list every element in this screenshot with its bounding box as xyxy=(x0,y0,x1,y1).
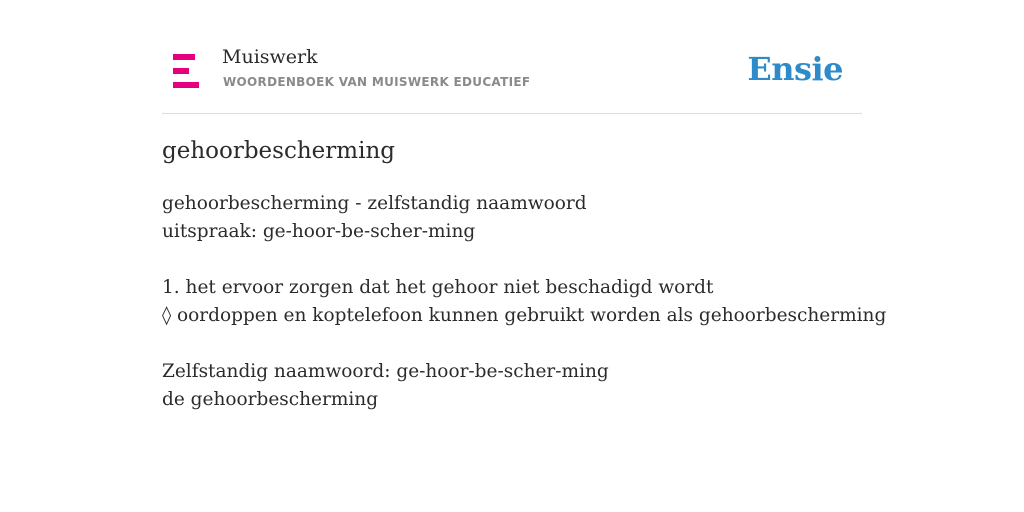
entry-content xyxy=(162,190,887,414)
publisher-name[interactable]: Muiswerk xyxy=(222,46,318,68)
pronunciation-line: uitspraak: ge-hoor-be-scher-ming xyxy=(162,221,476,242)
definition-line: 1. het ervoor zorgen dat het gehoor niet beschadigd wordt xyxy=(162,277,714,298)
muiswerk-logo-icon[interactable] xyxy=(173,54,201,88)
page-title: gehoorbescherming xyxy=(162,138,395,164)
logo-bar-middle xyxy=(173,68,189,74)
ensie-logo[interactable]: Ensie xyxy=(747,50,843,88)
grammar-line: Zelfstandig naamwoord: ge-hoor-be-scher-ming xyxy=(162,361,609,382)
logo-bar-top xyxy=(173,54,195,60)
word-type-line: gehoorbescherming - zelfstandig naamwoord xyxy=(162,193,587,214)
header xyxy=(162,0,862,114)
article-line: de gehoorbescherming xyxy=(162,389,379,410)
logo-bar-bottom xyxy=(173,82,199,88)
spacer xyxy=(162,246,862,274)
spacer xyxy=(162,330,862,358)
publisher-subtitle: WOORDENBOEK VAN MUISWERK EDUCATIEF xyxy=(223,75,531,89)
example-line: ◊ oordoppen en koptelefoon kunnen gebruikt worden als gehoorbescherming xyxy=(162,305,887,326)
